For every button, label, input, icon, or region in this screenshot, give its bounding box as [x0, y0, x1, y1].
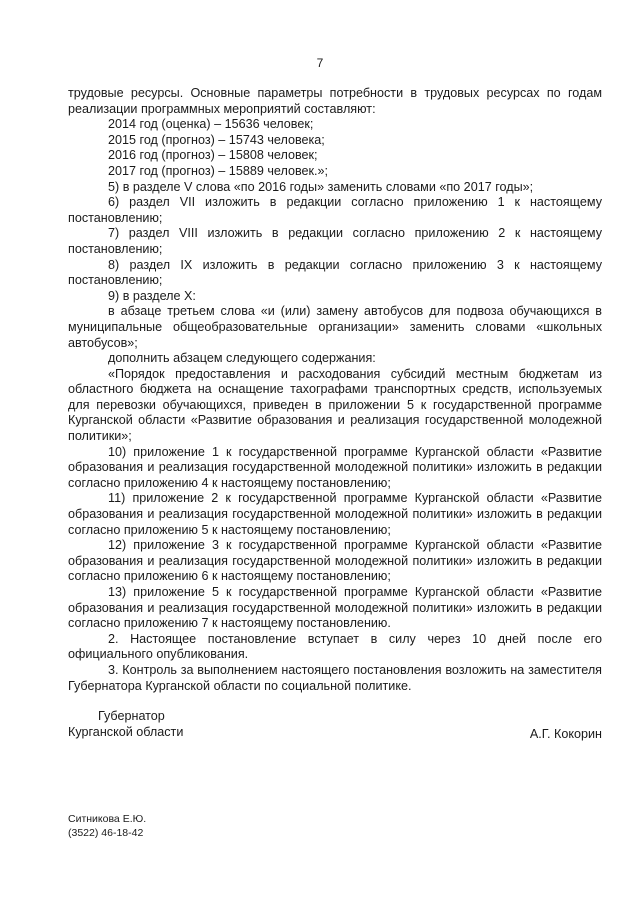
document-body — [68, 86, 602, 694]
signature-position-line1: Губернатор — [98, 709, 165, 723]
list-item: 2017 год (прогноз) – 15889 человек.»; — [108, 163, 329, 178]
signature-position — [68, 708, 183, 740]
list-item: 2016 год (прогноз) – 15808 человек; — [108, 148, 318, 163]
signatory-name: А.Г. Кокорин — [529, 727, 602, 741]
executor-name: Ситникова Е.Ю. — [68, 813, 147, 825]
paragraph: 6) раздел VII изложить в редакции согласно приложению 1 к настоящему постановлению; — [68, 195, 602, 225]
page-number: 7 — [316, 56, 324, 70]
paragraph: в абзаце третьем слова «и (или) замену автобусов для подвоза обучающихся в муниципальные общеобразовательные организации» заменить словами «школьных автобусов»; — [68, 304, 602, 350]
list-item: 2015 год (прогноз) – 15743 человека; — [108, 132, 325, 147]
paragraph: 11) приложение 2 к государственной программе Курганской области «Развитие образования и реализация государственной молодежной политики» изложить в редакции согласно приложению 5 к настоящему постановлению; — [68, 491, 602, 537]
list-item: 2014 год (оценка) – 15636 человек; — [108, 117, 314, 132]
paragraph: трудовые ресурсы. Основные параметры потребности в трудовых ресурсах по годам реализации программных мероприятий составляют: — [68, 86, 602, 116]
paragraph: дополнить абзацем следующего содержания: — [108, 351, 376, 366]
paragraph: «Порядок предоставления и расходования субсидий местным бюджетам из областного бюджета на оснащение тахографами транспортных средств, используемых для перевозки обучающихся, приведен в приложении 5 к государственной программе Курганской области «Развитие образования и реализация государственной молодежной политики»; — [68, 366, 602, 444]
paragraph: 10) приложение 1 к государственной программе Курганской области «Развитие образования и реализация государственной молодежной политики» изложить в редакции согласно приложению 4 к настоящему постановлению; — [68, 444, 602, 490]
paragraph: 3. Контроль за выполнением настоящего постановления возложить на заместителя Губернатора Курганской области по социальной политике. — [68, 662, 602, 693]
paragraph: 13) приложение 5 к государственной программе Курганской области «Развитие образования и реализация государственной молодежной политики» изложить в редакции согласно приложению 7 к настоящему постановлению. — [68, 585, 602, 631]
paragraph: 9) в разделе X: — [108, 288, 196, 303]
signature-position-line2: Курганской области — [68, 725, 184, 739]
executor-info — [68, 812, 146, 840]
paragraph: 8) раздел IX изложить в редакции согласно приложению 3 к настоящему постановлению; — [68, 257, 602, 288]
executor-phone: (3522) 46-18-42 — [68, 827, 144, 839]
paragraph: 7) раздел VIII изложить в редакции согласно приложению 2 к настоящему постановлению; — [68, 226, 602, 256]
paragraph: 12) приложение 3 к государственной программе Курганской области «Развитие образования и реализация государственной молодежной политики» изложить в редакции согласно приложению 6 к настоящему постановлению; — [68, 538, 602, 584]
paragraph: 5) в разделе V слова «по 2016 годы» заменить словами «по 2017 годы»; — [108, 179, 534, 194]
paragraph: 2. Настоящее постановление вступает в силу через 10 дней после его официального опубликования. — [68, 631, 602, 662]
